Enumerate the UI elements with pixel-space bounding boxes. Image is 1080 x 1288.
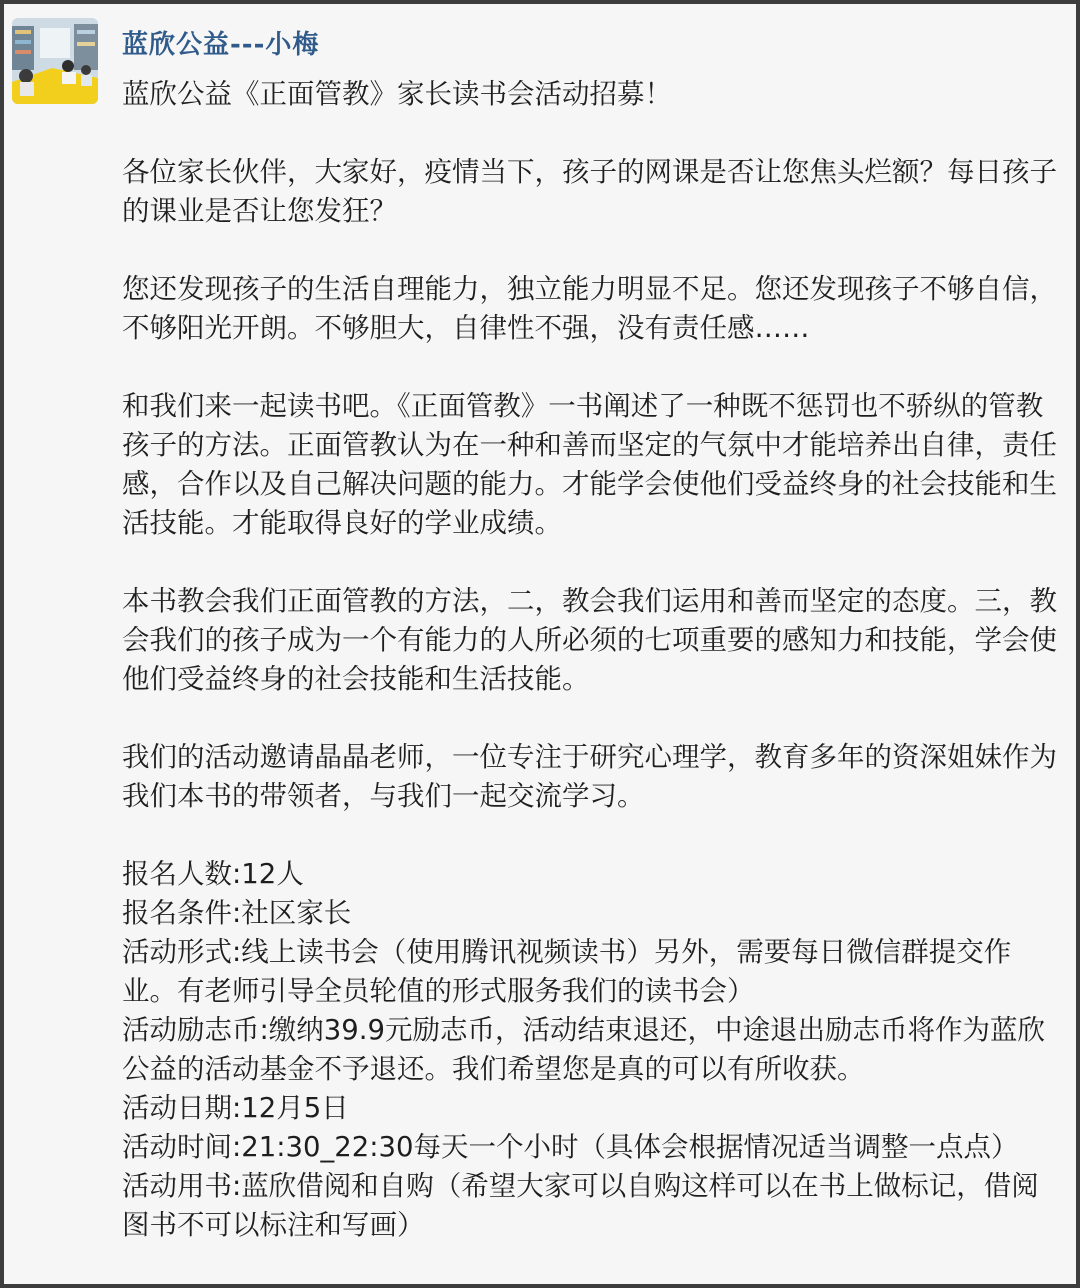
- detail-activity-time: 活动时间:21:30_22:30每天一个小时（具体会根据情况适当调整一点点）: [122, 1131, 1019, 1163]
- message-body: [122, 75, 1062, 1245]
- detail-registration-count: 报名人数:12人: [122, 858, 304, 890]
- detail-activity-date: 活动日期:12月5日: [122, 1092, 349, 1124]
- message-paragraph: 和我们来一起读书吧。《正面管教》一书阐述了一种既不惩罚也不骄纵的管教孩子的方法。正面管教认为在一种和善而坚定的气氛中才能培养出自律，责任感，合作以及自己解决问题的能力。才能学会使他们受益终身的社会技能和生活技能。才能取得良好的学业成绩。: [122, 390, 1057, 539]
- sender-name[interactable]: 蓝欣公益---小梅: [122, 30, 320, 60]
- message-paragraph: 我们的活动邀请晶晶老师，一位专注于研究心理学，教育多年的资深姐妹作为我们本书的带领者，与我们一起交流学习。: [122, 741, 1057, 812]
- detail-activity-book: 活动用书:蓝欣借阅和自购（希望大家可以自购这样可以在书上做标记，借阅图书不可以标注和写画）: [122, 1170, 1039, 1241]
- message-paragraph: 各位家长伙伴，大家好，疫情当下，孩子的网课是否让您焦头烂额？每日孩子的课业是否让您发狂？: [122, 156, 1057, 227]
- detail-activity-format: 活动形式:线上读书会（使用腾讯视频读书）另外，需要每日微信群提交作业。有老师引导全员轮值的形式服务我们的读书会）: [122, 936, 1012, 1007]
- avatar[interactable]: [12, 18, 98, 104]
- avatar-photo: [12, 18, 98, 104]
- message-title: 蓝欣公益《正面管教》家长读书会活动招募！: [122, 78, 672, 110]
- message-paragraph: 本书教会我们正面管教的方法，二，教会我们运用和善而坚定的态度。三，教会我们的孩子成为一个有能力的人所必须的七项重要的感知力和技能，学会使他们受益终身的社会技能和生活技能。: [122, 585, 1057, 695]
- detail-registration-condition: 报名条件:社区家长: [122, 897, 352, 929]
- message-paragraph: 您还发现孩子的生活自理能力，独立能力明显不足。您还发现孩子不够自信，不够阳光开朗。不够胆大，自律性不强，没有责任感……: [122, 273, 1057, 344]
- detail-deposit: 活动励志币:缴纳39.9元励志币，活动结束退还，中途退出励志币将作为蓝欣公益的活动基金不予退还。我们希望您是真的可以有所收获。: [122, 1014, 1045, 1085]
